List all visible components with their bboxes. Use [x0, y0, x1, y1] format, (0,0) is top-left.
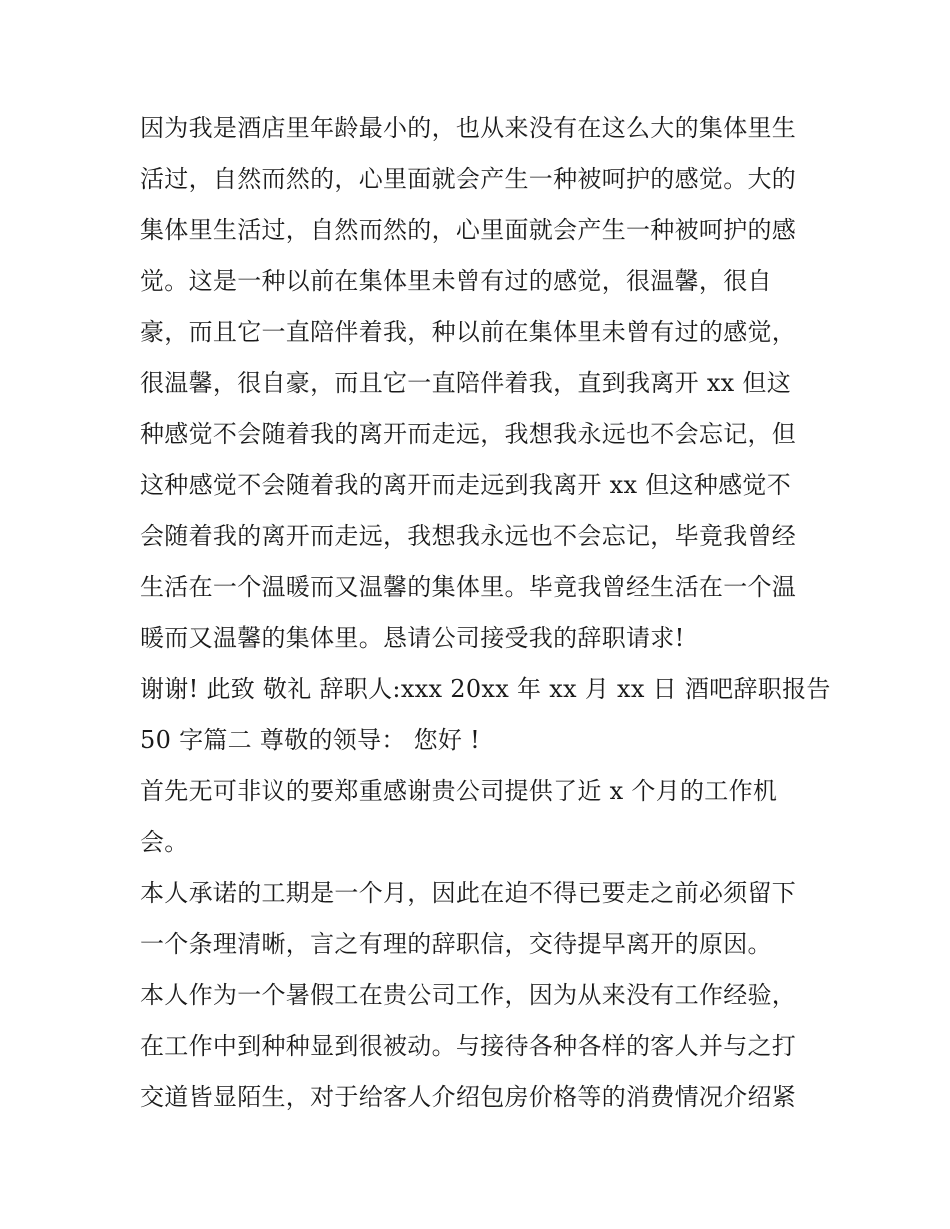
document-body: [140, 103, 831, 1123]
text-line-18: 本人作为一个暑假工在贵公司工作，因为从来没有工作经验，: [140, 981, 797, 1009]
text-line-13: 50 字篇二 尊敬的领导： 您好 !: [140, 726, 481, 754]
text-line-12: 谢谢! 此致 敬礼 辞职人:xxx 20xx 年 xx 月 xx 日 酒吧辞职报告: [140, 675, 831, 703]
text-line-14: 首先无可非议的要郑重感谢贵公司提供了近 x 个月的工作机: [140, 777, 778, 805]
text-line-2: 活过，自然而然的，心里面就会产生一种被呵护的感觉。大的: [140, 165, 797, 193]
text-line-5: 豪，而且它一直陪伴着我，种以前在集体里未曾有过的感觉，: [140, 318, 797, 346]
text-line-6: 很温馨，很自豪，而且它一直陪伴着我，直到我离开 xx 但这: [140, 369, 792, 397]
text-line-15: 会。: [140, 828, 189, 856]
text-line-16: 本人承诺的工期是一个月，因此在迫不得已要走之前必须留下: [140, 879, 797, 907]
text-line-19: 在工作中到种种显到很被动。与接待各种各样的客人并与之打: [140, 1032, 797, 1060]
text-line-9: 会随着我的离开而走远，我想我永远也不会忘记，毕竟我曾经: [140, 522, 797, 550]
text-line-10: 生活在一个温暖而又温馨的集体里。毕竟我曾经生活在一个温: [140, 573, 797, 601]
text-line-11: 暖而又温馨的集体里。恳请公司接受我的辞职请求!: [140, 624, 685, 652]
text-line-3: 集体里生活过，自然而然的，心里面就会产生一种被呵护的感: [140, 216, 797, 244]
text-line-1: 因为我是酒店里年龄最小的，也从来没有在这么大的集体里生: [140, 114, 797, 142]
text-line-17: 一个条理清晰，言之有理的辞职信，交待提早离开的原因。: [140, 930, 772, 958]
text-line-7: 种感觉不会随着我的离开而走远，我想我永远也不会忘记，但: [140, 420, 797, 448]
text-line-8: 这种感觉不会随着我的离开而走远到我离开 xx 但这种感觉不: [140, 471, 792, 499]
text-line-4: 觉。这是一种以前在集体里未曾有过的感觉，很温馨，很自: [140, 267, 772, 295]
text-line-20: 交道皆显陌生，对于给客人介绍包房价格等的消费情况介绍紧: [140, 1083, 797, 1111]
